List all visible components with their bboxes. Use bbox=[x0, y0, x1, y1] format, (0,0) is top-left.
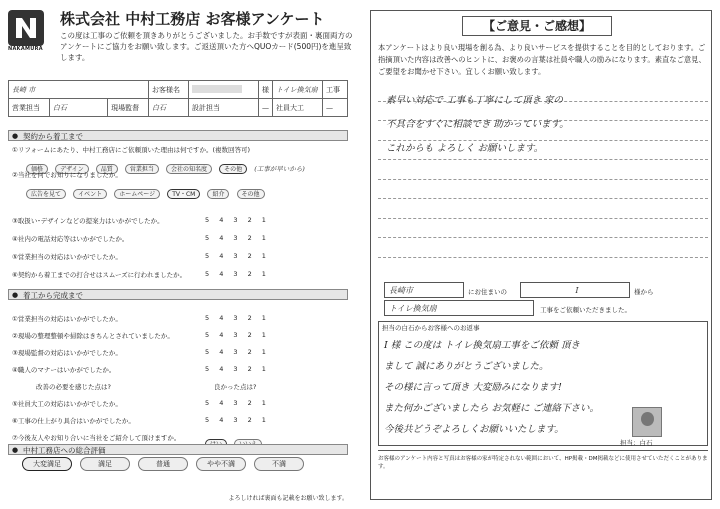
section-construction: ● 着工から完成まで bbox=[8, 289, 348, 300]
reason-other-text: (工事が早いから) bbox=[254, 165, 305, 173]
staff-photo bbox=[632, 407, 662, 437]
question-source: ②当社を何でお知りになりましたか。 bbox=[12, 171, 122, 179]
comments-intro: 本アンケートはより良い現場を創る為、より良いサービスを提供することを目的としております。ご指摘頂いた内容は改善へのヒントに、お褒めの言葉は社員や職人の励みになります。素直なご意見、ご要望をお聞かせ下さい。宜しくお願い致します。 bbox=[378, 43, 706, 76]
back-footer: お客様のアンケート内容と写真はお客様の家が特定されない範囲において、HP掲載・DM掲載などに使用させていただくことがあります。 bbox=[378, 450, 708, 471]
logo-text: NAKAMURA bbox=[8, 46, 43, 52]
customer-name-redacted bbox=[192, 85, 242, 93]
good-point-label: 良かった点は? bbox=[214, 383, 257, 391]
staff-label: 社員大工 bbox=[273, 99, 323, 117]
scale-b3[interactable]: 5 4 3 2 1 bbox=[205, 348, 270, 356]
question-b5: ⑤社員大工の対応はいかがでしたか。 bbox=[12, 400, 122, 408]
reason-sales[interactable]: 営業担当 bbox=[125, 164, 159, 174]
source-event[interactable]: イベント bbox=[73, 189, 107, 199]
site-label: 現場監督 bbox=[108, 99, 149, 117]
customer-info-table bbox=[8, 80, 348, 117]
city-value: 長崎 市 bbox=[12, 85, 36, 94]
reason-brand[interactable]: 会社の知名度 bbox=[166, 164, 212, 174]
scale-a1[interactable]: 5 4 3 2 1 bbox=[205, 216, 270, 224]
question-a3: ⑤営業担当の対応はいかがでしたか。 bbox=[12, 253, 122, 261]
sales-label: 営業担当 bbox=[9, 99, 50, 117]
scale-b6[interactable]: 5 4 3 2 1 bbox=[205, 416, 270, 424]
source-homepage[interactable]: ホームページ bbox=[114, 189, 160, 199]
rating-normal[interactable]: 普通 bbox=[138, 457, 188, 471]
reason-other[interactable]: その他 bbox=[219, 164, 247, 174]
reply-line-5: 今後共どうぞよろしくお願いいたします。 bbox=[384, 424, 564, 435]
rating-satisfied[interactable]: 満足 bbox=[80, 457, 130, 471]
work-value: トイレ換気扇 bbox=[276, 85, 318, 94]
rating-unsatisfied[interactable]: 不満 bbox=[254, 457, 304, 471]
source-ad[interactable]: 広告を見て bbox=[26, 189, 66, 199]
question-b4: ④職人のマナーはいかがでしたか。 bbox=[12, 366, 116, 374]
source-other[interactable]: その他 bbox=[237, 189, 265, 199]
source-tv[interactable]: TV・CM bbox=[167, 189, 200, 199]
initial-suffix: 様から bbox=[634, 288, 654, 296]
design-value: — bbox=[262, 103, 269, 112]
question-b6: ⑥工事の仕上がり具合はいかがでしたか。 bbox=[12, 417, 135, 425]
question-a2: ④社内の電話対応等はいかがでしたか。 bbox=[12, 235, 129, 243]
question-reason: ①リフォームにあたり、中村工務店にご依頼頂いた理由は何ですか。(複数回答可) bbox=[12, 146, 251, 154]
reply-line-3: その様に言って頂き 大変励みになります! bbox=[384, 382, 562, 393]
work-suffix-right: 工事をご依頼いただきました。 bbox=[540, 306, 631, 314]
reason-design[interactable]: デザイン bbox=[55, 164, 89, 174]
site-value: 白石 bbox=[152, 103, 166, 112]
comments-title: 【ご意見・ご感想】 bbox=[462, 16, 612, 36]
improvement-label: 改善の必要を感じた点は? bbox=[36, 383, 111, 391]
comment-line-2: 不具合をすぐに相談でき 助かっています。 bbox=[386, 119, 569, 130]
staff-name: 担当：白石 bbox=[620, 439, 653, 447]
reply-line-1: I 様 この度は トイレ換気扇工事をご依頼 頂き bbox=[384, 340, 580, 351]
overall-rating-row bbox=[22, 457, 304, 471]
sales-value: 白石 bbox=[52, 103, 67, 112]
question-b2: ②現場の整理整頓や掃除はきちんとされていましたか。 bbox=[12, 332, 174, 340]
question-a4: ⑥契約から着工までの打合せはスムーズに行われましたか。 bbox=[12, 271, 187, 279]
scale-a2[interactable]: 5 4 3 2 1 bbox=[205, 234, 270, 242]
reason-quality[interactable]: 品質 bbox=[96, 164, 118, 174]
scale-a3[interactable]: 5 4 3 2 1 bbox=[205, 252, 270, 260]
survey-title: 株式会社 中村工務店 お客様アンケート bbox=[60, 10, 325, 28]
question-b3: ③現場監督の対応はいかがでしたか。 bbox=[12, 349, 122, 357]
question-b7: ⑦今後友人やお知り合いに当社をご紹介して頂けますか。 bbox=[12, 434, 181, 442]
reason-price[interactable]: 価格 bbox=[26, 164, 48, 174]
reply-heading: 担当の白石からお客様へのお返事 bbox=[382, 324, 480, 332]
front-footer: よろしければ裏面も記載をお願い致します。 bbox=[228, 495, 348, 502]
survey-intro: この度は工事のご依頼を頂きありがとうございました。お手数ですが表面・裏面両方のアンケートにご協力をお願い致します。ご返送頂いた方へQUOカード(500円)を進呈致します。 bbox=[60, 31, 353, 62]
survey-back-page bbox=[360, 0, 720, 509]
scale-b5[interactable]: 5 4 3 2 1 bbox=[205, 399, 270, 407]
initial-box: I bbox=[520, 282, 630, 298]
question-a1: ③取扱い･デザインなどの提案力はいかがでしたか。 bbox=[12, 217, 164, 225]
scale-a4[interactable]: 5 4 3 2 1 bbox=[205, 270, 270, 278]
staff-value: — bbox=[326, 103, 333, 112]
rating-very-satisfied[interactable]: 大変満足 bbox=[22, 457, 72, 471]
rating-slightly-unsatisfied[interactable]: やや不満 bbox=[196, 457, 246, 471]
comment-lines bbox=[378, 82, 708, 258]
scale-b1[interactable]: 5 4 3 2 1 bbox=[205, 314, 270, 322]
source-options bbox=[26, 181, 267, 200]
honorific: 様 bbox=[259, 81, 273, 99]
work-suffix: 工事 bbox=[323, 81, 348, 99]
section-contract: ● 契約から着工まで bbox=[8, 130, 348, 141]
scale-b2[interactable]: 5 4 3 2 1 bbox=[205, 331, 270, 339]
city-suffix: にお住まいの bbox=[468, 288, 507, 296]
comment-line-3: これからも よろしく お願いします。 bbox=[386, 143, 544, 154]
section-overall: ● 中村工務店への総合評価 bbox=[8, 444, 348, 455]
design-label: 設計担当 bbox=[189, 99, 259, 117]
nakamura-logo bbox=[8, 10, 44, 46]
question-b1: ①営業担当の対応はいかがでしたか。 bbox=[12, 315, 122, 323]
reply-line-2: まして 誠にありがとうございました。 bbox=[384, 361, 549, 372]
comment-line-1: 素早い対応で 工事も丁寧にして頂き 家の bbox=[386, 95, 564, 106]
reply-line-4: また何かございましたら お気軽に ご連絡下さい。 bbox=[384, 403, 600, 414]
customer-name-label: お客様名 bbox=[149, 81, 189, 99]
source-referral[interactable]: 紹介 bbox=[207, 189, 229, 199]
city-box: 長崎市 bbox=[384, 282, 464, 298]
work-box: トイレ換気扇 bbox=[384, 300, 534, 316]
scale-b4[interactable]: 5 4 3 2 1 bbox=[205, 365, 270, 373]
